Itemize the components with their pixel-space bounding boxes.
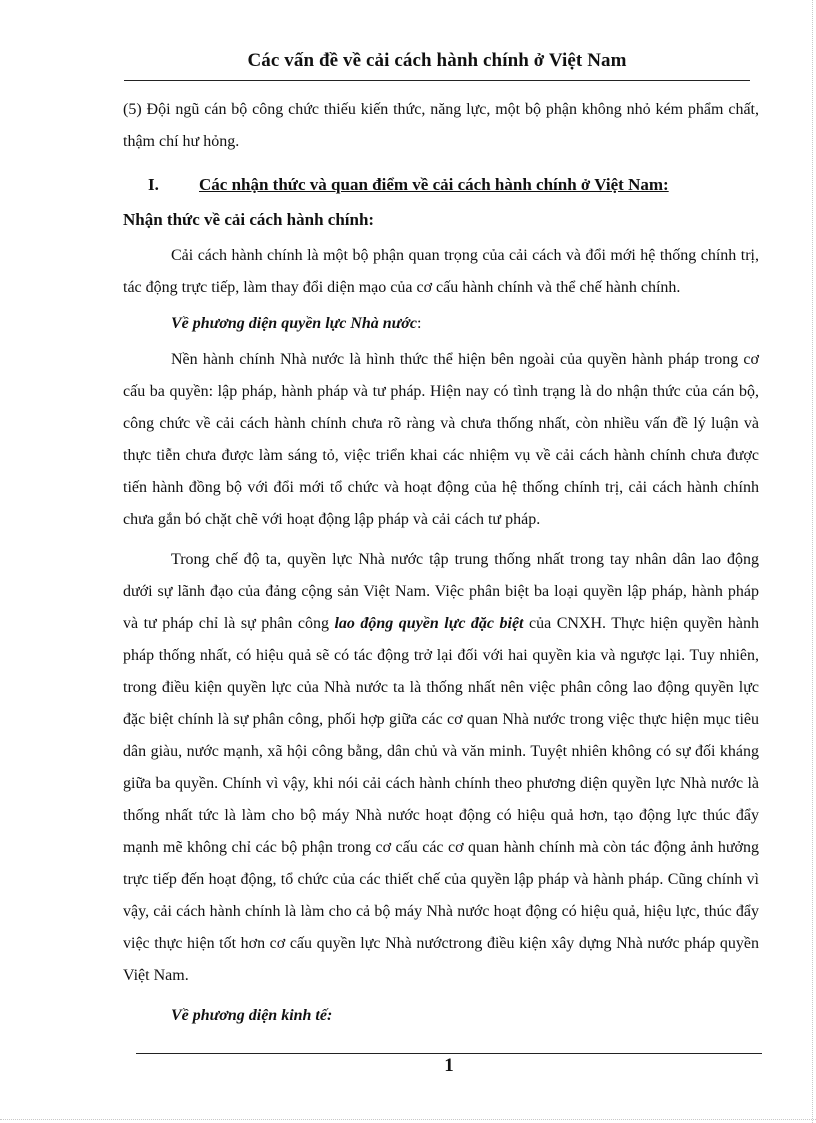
- paragraph-3-part-a: Trong chế độ ta, quyền lực Nhà nước tập trung thống nhất trong tay nhân dân lao động dưới sự lãnh đạo của đảng cộng sản Việt Nam. Việc phân biệt ba loại quyền lập pháp, hành pháp và tư pháp chỉ là sự phân công: [123, 551, 759, 632]
- intro-paragraph: (5) Đội ngũ cán bộ công chức thiếu kiến thức, năng lực, một bộ phận không nhỏ kém phẩm chất, thậm chí hư hỏng.: [123, 101, 759, 150]
- paragraph-3-emphasis: lao động quyền lực đặc biệt: [334, 615, 524, 632]
- footer-rule: [136, 1053, 762, 1054]
- running-header-title: Các vấn đề về cải cách hành chính ở Việt Nam: [247, 50, 627, 71]
- section-heading: [123, 166, 759, 204]
- subheading-perception: Nhận thức về cải cách hành chính:: [123, 210, 375, 229]
- paragraph-1: Cải cách hành chính là một bộ phận quan trọng của cải cách và đổi mới hệ thống chính trị, tác động trực tiếp, làm thay đổi diện mạo của cơ cấu hành chính và thể chế hành chính.: [123, 247, 759, 296]
- italic-heading-text: Về phương diện quyền lực Nhà nước: [171, 315, 417, 332]
- section-title: Các nhận thức và quan điểm về cải cách hành chính ở Việt Nam:: [199, 175, 669, 194]
- paragraph-3: [123, 544, 759, 992]
- paragraph-2: Nền hành chính Nhà nước là hình thức thể hiện bên ngoài của quyền hành pháp trong cơ cấu ba quyền: lập pháp, hành pháp và tư pháp. Hiện nay có tình trạng là do nhận thức của cán bộ, công chức về cải cách hành chính chưa rõ ràng và chưa thống nhất, còn nhiều vấn đề lý luận và thực tiễn chưa được làm sáng tỏ, việc triển khai các nhiệm vụ về cải cách hành chính chưa được tiến hành đồng bộ với đổi mới tổ chức và hoạt động của hệ thống chính trị, cải cách hành chính chưa gắn bó chặt chẽ với hoạt động lập pháp và cải cách tư pháp.: [123, 351, 759, 528]
- italic-heading-colon: :: [416, 315, 422, 332]
- spacer: [123, 992, 759, 1000]
- header-rule: [124, 80, 750, 81]
- section-number: I.: [148, 175, 159, 194]
- paragraph-3-part-b: của CNXH. Thực hiện quyền hành pháp thống nhất, có hiệu quả sẽ có tác động trở lại đối với hai quyền kia và ngược lại. Tuy nhiên, trong điều kiện quyền lực của Nhà nước ta là thống nhất nên việc phân công lao động quyền lực đặc biệt chính là sự phân công, phối hợp giữa các cơ quan Nhà nước trong việc thực hiện mục tiêu dân giàu, nước mạnh, xã hội công bằng, dân chủ và văn minh. Tuyệt nhiên không có sự đối kháng giữa ba quyền. Chính vì vậy, khi nói cải cách hành chính theo phương diện quyền lực Nhà nước là thống nhất tức là làm cho bộ máy Nhà nước hoạt động có hiệu quả hơn, tạo động lực thúc đẩy mạnh mẽ không chỉ các bộ phận trong cơ cấu các cơ quan hành chính mà còn tác động ảnh hưởng trực tiếp đến hoạt động, tổ chức của các thiết chế của quyền lập pháp và hành pháp. Cũng chính vì vậy, cải cách hành chính là làm cho cả bộ máy Nhà nước hoạt động có hiệu quả, hiệu lực, thúc đẩy việc thực hiện tốt hơn cơ cấu quyền lực Nhà nướctrong điều kiện xây dựng Nhà nước pháp quyền Việt Nam.: [123, 615, 760, 984]
- page-edge-right: [812, 0, 813, 1123]
- page-edge-bottom: [0, 1119, 816, 1120]
- page-number: 1: [444, 1055, 454, 1076]
- italic-heading-economic: Về phương diện kinh tế:: [171, 1007, 333, 1024]
- spacer: [123, 158, 759, 166]
- spacer: [123, 536, 759, 544]
- page-body: [123, 94, 759, 1032]
- italic-heading-state-power: [123, 308, 759, 340]
